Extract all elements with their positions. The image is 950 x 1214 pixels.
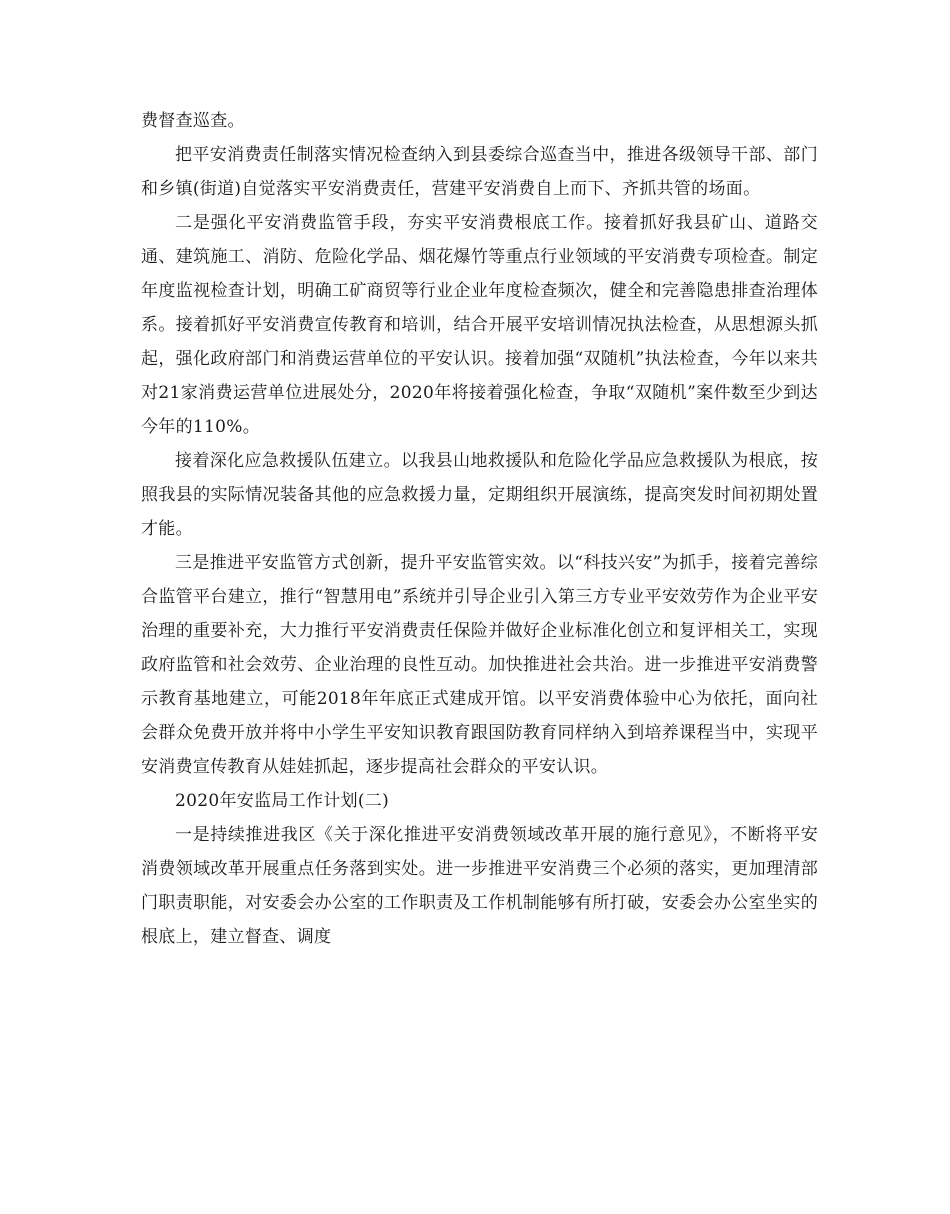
paragraph-5: 三是推进平安监管方式创新，提升平安监管实效。以“科技兴安”为抓手，接着完善综合监管平台建立，推行“智慧用电”系统并引导企业引入第三方专业平安效劳作为企业平安治理的重要补充，大力推行平安消费责任保险并做好企业标准化创立和复评相关工，实现政府监管和社会效劳、企业治理的良性互动。加快推进社会共治。进一步推进平安消费警示教育基地建立，可能2018年年底正式建成开馆。以平安消费体验中心为依托，面向社会群众免费开放并将中小学生平安知识教育跟国防教育同样纳入到培养课程当中，实现平安消费宣传教育从娃娃抓起，逐步提高社会群众的平安认识。 bbox=[141, 553, 818, 777]
section-heading: 2020年安监局工作计划(二) bbox=[175, 791, 390, 811]
paragraph-6: 一是持续推进我区《关于深化推进平安消费领域改革开展的施行意见》，不断将平安消费领域改革开展重点任务落到实处。进一步推进平安消费三个必须的落实，更加理清部门职责职能，对安委会办公室的工作职责及工作机制能够有所打破，安委会办公室坐实的根底上，建立督查、调度 bbox=[141, 825, 818, 947]
paragraph-2: 把平安消费责任制落实情况检查纳入到县委综合巡查当中，推进各级领导干部、部门和乡镇(街道)自觉落实平安消费责任，营建平安消费自上而下、齐抓共管的场面。 bbox=[141, 145, 818, 199]
paragraph-4: 接着深化应急救援队伍建立。以我县山地救援队和危险化学品应急救援队为根底，按照我县的实际情况装备其他的应急救援力量，定期组织开展演练，提高突发时间初期处置才能。 bbox=[141, 451, 818, 539]
paragraph-1: 费督查巡查。 bbox=[141, 111, 245, 131]
paragraph-3: 二是强化平安消费监管手段，夯实平安消费根底工作。接着抓好我县矿山、道路交通、建筑施工、消防、危险化学品、烟花爆竹等重点行业领域的平安消费专项检查。制定年度监视检查计划，明确工矿商贸等行业企业年度检查频次，健全和完善隐患排查治理体系。接着抓好平安消费宣传教育和培训，结合开展平安培训情况执法检查，从思想源头抓起，强化政府部门和消费运营单位的平安认识。接着加强“双随机”执法检查，今年以来共对21家消费运营单位进展处分，2020年将接着强化检查，争取“双随机”案件数至少到达今年的110%。 bbox=[141, 213, 818, 437]
